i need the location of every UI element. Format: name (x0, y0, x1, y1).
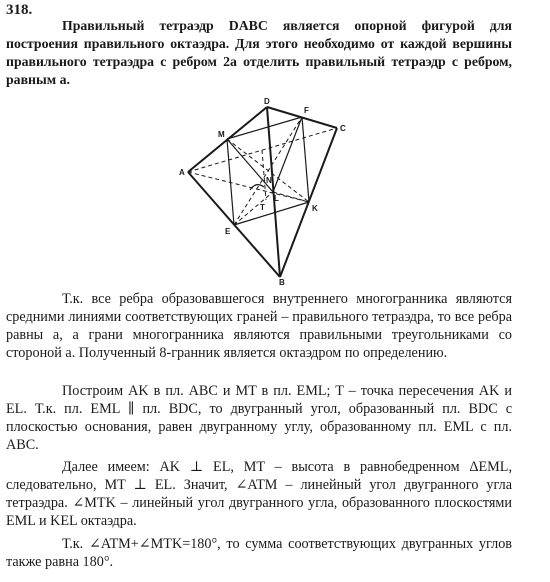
paragraph-octahedron-definition: Т.к. все ребра образовавшегося внутреннего многогранника являются средними линиями соответствующих граней – правильного тетраэдра, то все ребра равны a, а грани многогранника являются правильными треугольниками со стороной a. Полученный 8-гранник является октаэдром по определению. (6, 291, 512, 361)
paragraph-conclusion: Т.к. ∠ATM+∠MTK=180°, то сумма соответствующих двугранных углов также равна 180°. (6, 536, 512, 570)
edge-FK (302, 117, 309, 202)
segment-EF (234, 117, 302, 225)
label-C: C (340, 124, 346, 133)
label-M: M (218, 130, 225, 139)
label-E: E (225, 227, 231, 236)
label-L: L (274, 194, 279, 203)
problem-number: 318. (6, 2, 33, 18)
label-K: K (312, 204, 318, 213)
label-A: A (179, 168, 185, 177)
label-F: F (304, 106, 309, 115)
label-T: T (260, 203, 265, 212)
paragraph-construction: Построим AK в пл. ABC и MT в пл. EML; T – точка пересечения AK и EL. Т.к. пл. EML ∥ пл. BDC, то двугранный угол, образованный пл. BDC с плоскостью основания, равен двугранному углу, образованному пл. EML с пл. ABC. (6, 383, 512, 453)
problem-statement: Правильный тетраэдр DABC является опорной фигурой для построения правильного октаэдра. Для этого необходимо от каждой вершины правильного тетраэдра с ребром 2a отделить правильный тетраэдр с ребром, равным a. (6, 18, 512, 87)
tetrahedron-diagram (170, 95, 360, 285)
label-N: N (266, 176, 272, 185)
edge-EL (234, 192, 273, 225)
label-D: D (264, 97, 270, 106)
paragraph-angles: Далее имеем: AK ⊥ EL, MT – высота в равнобедренном ΔEML, следовательно, MT ⊥ EL. Значит, ∠ATM – линейный угол двугранного угла тетраэдра. ∠MTK – линейный угол двугранного угла, образованного плоскостями EML и KEL октаэдра. (6, 459, 512, 529)
octahedron-figure (170, 95, 360, 285)
segment-AK (188, 172, 309, 202)
edge-EK (234, 202, 309, 225)
label-B: B (279, 278, 285, 285)
edge-ME (227, 139, 234, 225)
edge-FL (273, 117, 302, 192)
